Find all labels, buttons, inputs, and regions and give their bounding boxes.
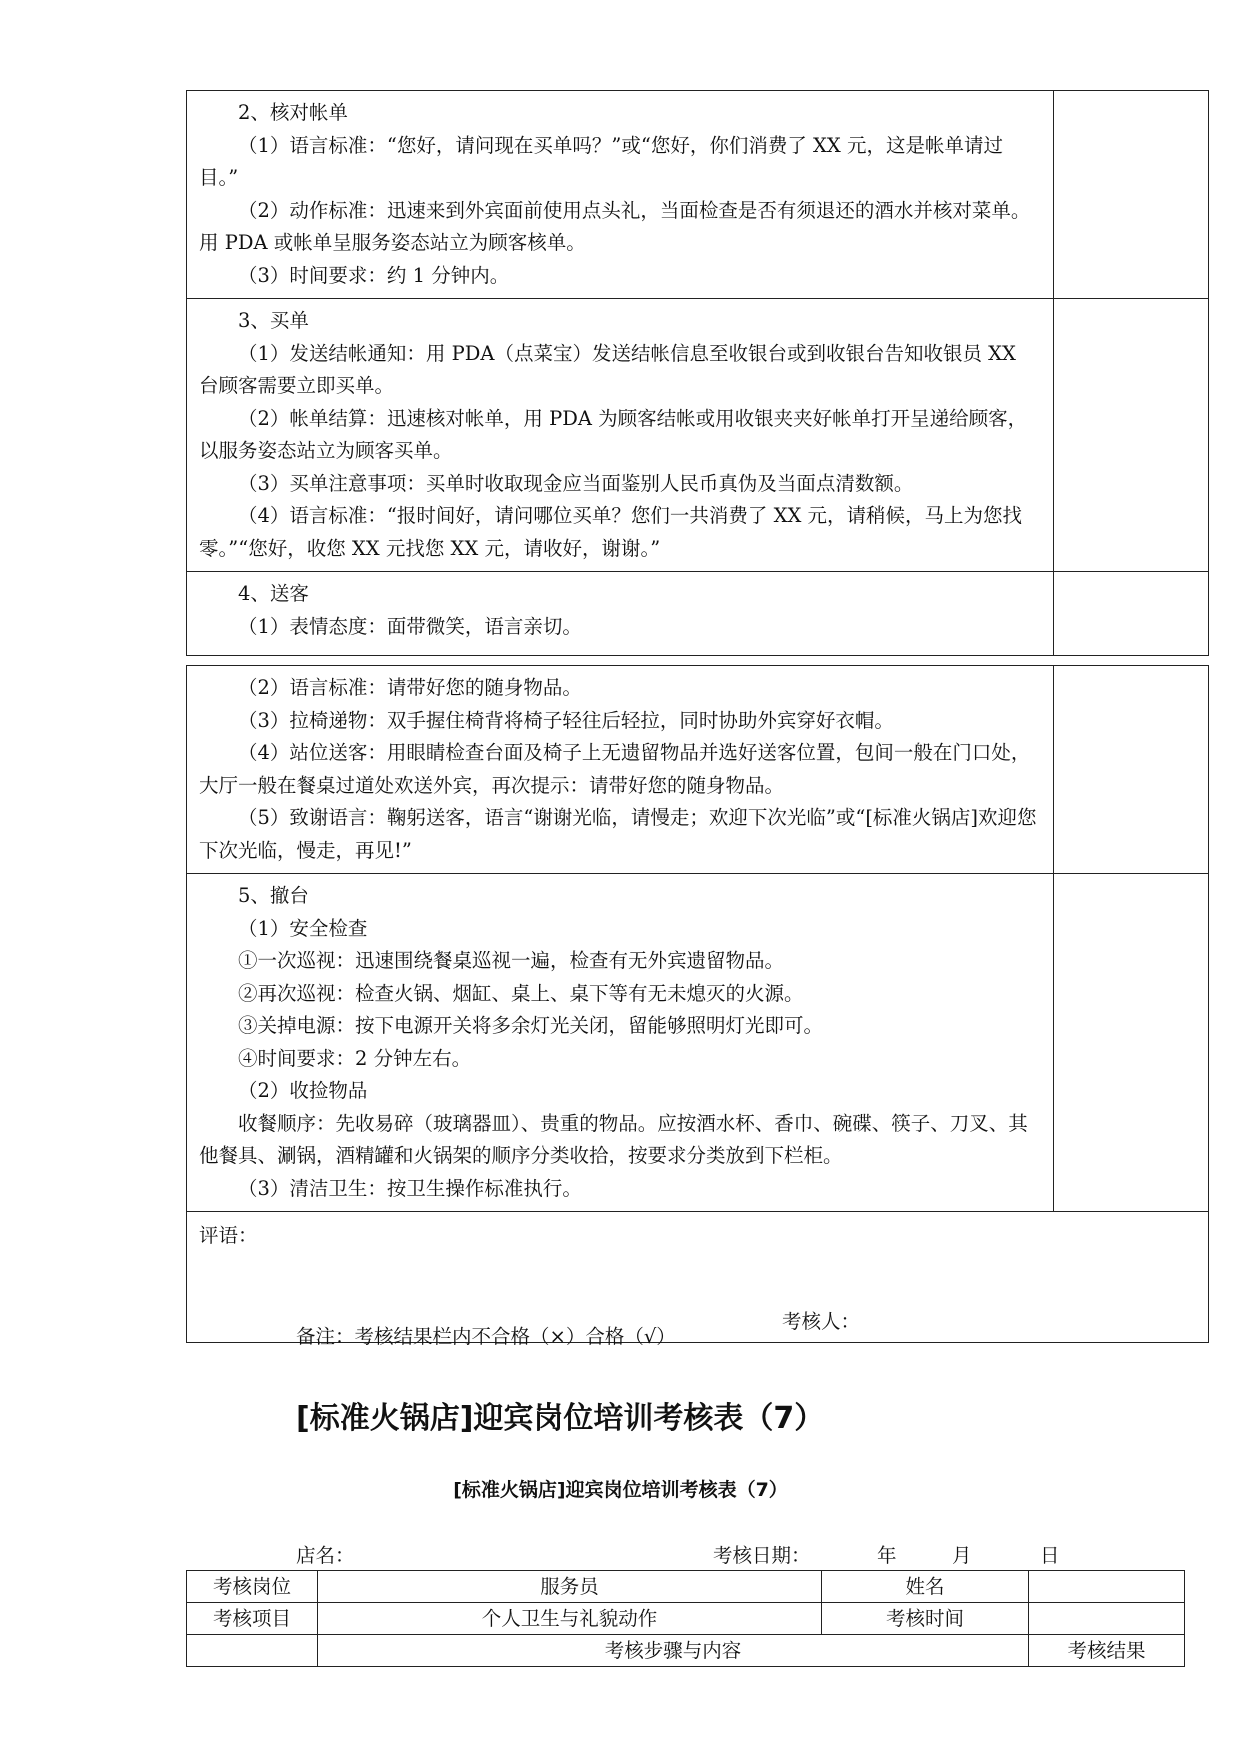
step-line: 收餐顺序：先收易碎（玻璃器皿）、贵重的物品。应按酒水杯、香巾、碗碟、筷子、刀叉、其他餐具、涮锅，酒精罐和火锅架的顺序分类收拾，按要求分类放到下栏柜。: [199, 1111, 1028, 1167]
result-cell[interactable]: [1054, 666, 1209, 874]
footnote: 备注：考核结果栏内不合格（×）合格（√）: [296, 1325, 676, 1348]
step-line: （4）语言标准：“报时间好，请问哪位买单？您们一共消费了 XX 元，请稍候，马上为您找零。”“您好，收您 XX 元找您 XX 元，请收好，谢谢。”: [199, 504, 1023, 560]
step-subheading: （2）收捡物品: [238, 1079, 368, 1102]
step-line: （1）发送结帐通知：用 PDA（点菜宝）发送结帐信息至收银台或到收银台告知收银员 XX 台顾客需要立即买单。: [199, 341, 1016, 397]
result-cell[interactable]: [1054, 874, 1209, 1212]
result-header: 考核结果: [1029, 1635, 1185, 1667]
assessor-label: 考核人：: [782, 1310, 861, 1333]
step-line: （3）拉椅递物：双手握住椅背将椅子轻往后轻拉，同时协助外宾穿好衣帽。: [238, 708, 894, 732]
assessment-table-part2: [186, 665, 1209, 1343]
step-line: （3）买单注意事项：买单时收取现金应当面鉴别人民币真伪及当面点清数额。: [238, 471, 914, 495]
step-check-bill: [187, 91, 1054, 299]
assessment-header-table: [186, 1570, 1185, 1667]
step-heading: 3、买单: [238, 309, 309, 332]
assessment-table-part1: [186, 90, 1209, 656]
step-farewell-continued: [187, 666, 1054, 874]
step-line: （2）帐单结算：迅速核对帐单，用 PDA 为顾客结帐或用收银夹夹好帐单打开呈递给顾客，以服务姿态站立为顾客买单。: [199, 406, 1028, 462]
result-cell[interactable]: [1054, 572, 1209, 656]
step-heading: 5、撤台: [238, 884, 309, 907]
step-clear-table: [187, 874, 1054, 1212]
name-label: 姓名: [822, 1571, 1029, 1603]
step-farewell: [187, 572, 1054, 656]
step-line: ③关掉电源：按下电源开关将多余灯光关闭，留能够照明灯光即可。: [238, 1014, 824, 1037]
name-field[interactable]: [1029, 1571, 1185, 1603]
assessment-date-label: 考核日期：: [713, 1544, 811, 1567]
step-line: ①一次巡视：迅速围绕餐桌巡视一遍，检查有无外宾遗留物品。: [238, 949, 785, 972]
step-line: （3）时间要求：约 1 分钟内。: [238, 263, 510, 287]
step-heading: 2、核对帐单: [238, 101, 348, 124]
step-line: （5）致谢语言：鞠躬送客，语言“谢谢光临，请慢走；欢迎下次光临”或“[标准火锅店]欢迎您下次光临，慢走，再见!”: [199, 806, 1037, 862]
post-value: 服务员: [318, 1571, 822, 1603]
step-line: （1）表情态度：面带微笑，语言亲切。: [238, 614, 582, 638]
step-subheading: （1）安全检查: [238, 916, 368, 940]
step-line: （2）动作标准：迅速来到外宾面前使用点头礼，当面检查是否有须退还的酒水并核对菜单。用 PDA 或帐单呈服务姿态站立为顾客核单。: [199, 198, 1031, 254]
item-label: 考核项目: [187, 1603, 318, 1635]
page-title: [标准火锅店]迎宾岗位培训考核表（7）: [296, 1401, 825, 1436]
step-line: （3）清洁卫生：按卫生操作标准执行。: [238, 1176, 582, 1200]
result-cell[interactable]: [1054, 91, 1209, 299]
month-label: 月: [952, 1544, 972, 1567]
step-line: （1）语言标准：“您好，请问现在买单吗？”或“您好，你们消费了 XX 元，这是帐单请过目。”: [199, 133, 1003, 189]
item-value: 个人卫生与礼貌动作: [318, 1603, 822, 1635]
step-pay-bill: [187, 299, 1054, 572]
form-title: [标准火锅店]迎宾岗位培训考核表（7）: [453, 1479, 788, 1501]
steps-header: 考核步骤与内容: [318, 1635, 1029, 1667]
step-line: （4）站位送客：用眼睛检查台面及椅子上无遗留物品并选好送客位置，包间一般在门口处，大厅一般在餐桌过道处欢送外宾，再次提示：请带好您的随身物品。: [199, 741, 1031, 797]
step-line: ②再次巡视：检查火锅、烟缸、桌上、桌下等有无未熄灭的火源。: [238, 981, 804, 1005]
time-field[interactable]: [1029, 1603, 1185, 1635]
step-line: ④时间要求：2 分钟左右。: [238, 1046, 472, 1070]
day-label: 日: [1040, 1544, 1060, 1567]
shop-name-label: 店名：: [296, 1544, 355, 1567]
year-label: 年: [877, 1544, 897, 1567]
blank-cell: [187, 1635, 318, 1667]
result-cell[interactable]: [1054, 299, 1209, 572]
remark-label: 评语：: [199, 1224, 258, 1247]
time-label: 考核时间: [822, 1603, 1029, 1635]
step-heading: 4、送客: [238, 582, 309, 605]
post-label: 考核岗位: [187, 1571, 318, 1603]
step-line: （2）语言标准：请带好您的随身物品。: [238, 676, 582, 699]
